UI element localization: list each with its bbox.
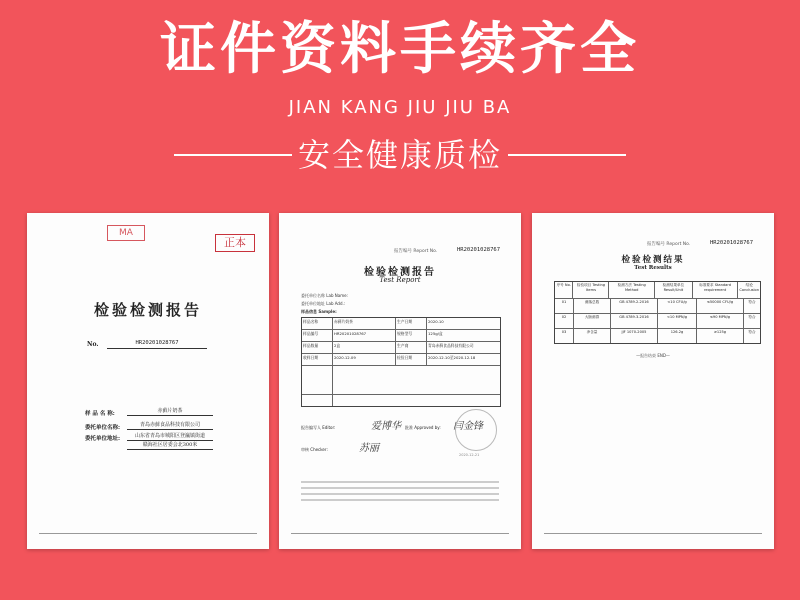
banner-title: 证件资料手续齐全: [160, 17, 640, 82]
results-title: 检验检测结果: [621, 255, 685, 265]
table-header-cell: 检测方法 Testing Method: [609, 282, 655, 298]
table-cell: 检验日期: [396, 354, 427, 365]
sample-name-value: 赤藓片奶茶: [127, 407, 213, 416]
table-row: [302, 354, 500, 366]
table-cell: ≤50000 CFU/g: [697, 299, 744, 313]
table-cell: 菌落总数: [574, 299, 611, 313]
test-report-page: [279, 213, 521, 549]
table-cell: 01: [555, 299, 574, 313]
table-cell: GB 4789.2-2016: [611, 299, 658, 313]
cover-title: 检验检测报告: [93, 301, 202, 319]
report-end-note: —报告结束 END—: [636, 353, 670, 358]
checker-label: 审核 Checker:: [301, 447, 328, 452]
table-cell: <10 MPN/g: [658, 314, 697, 328]
table-cell: 生产商: [396, 342, 427, 353]
ma-logo: MA: [107, 225, 145, 241]
table-cell: [302, 395, 333, 406]
table-row-remarks: [302, 395, 500, 406]
banner-subtitle: JIAN KANG JIU JIU BA: [288, 97, 512, 118]
table-cell: 样品名称: [302, 318, 333, 329]
table-cell: 符合: [748, 300, 756, 304]
tagline-row: [0, 135, 800, 175]
table-cell: 大肠菌群: [574, 314, 611, 328]
table-row: [555, 299, 760, 314]
table-cell: 收样日期: [302, 354, 333, 365]
lab-address-label: 委托单位地址 Lab Add.:: [301, 301, 346, 306]
tagline: 安全健康质检: [297, 136, 502, 174]
note-line: [301, 487, 499, 489]
footer-rule: [544, 533, 762, 534]
client-name-label: 委托单位名称:: [85, 425, 121, 431]
table-cell: 02: [555, 314, 574, 328]
client-address-value: 山东省青岛市城阳区登瀛镇街道: [127, 432, 213, 441]
report-cover-page: [27, 213, 269, 549]
checker-signature: 苏丽: [359, 443, 379, 454]
lab-name-label: 委托单位名称 Lab Name:: [301, 293, 348, 298]
table-header-cell: 检验项目 Testing Items: [573, 282, 609, 298]
table-cell: 样品编号: [302, 330, 333, 341]
table-cell: 生产日期: [396, 318, 427, 329]
client-address-label: 委托单位地址:: [85, 436, 121, 442]
table-cell: 样品数量: [302, 342, 333, 353]
table-cell: 赤藓片奶茶: [333, 318, 396, 329]
table-cell: 规格型号: [396, 330, 427, 341]
report-no-label: 报告编号 Report No.: [394, 249, 438, 254]
table-cell: ≥125g: [697, 329, 744, 343]
table-header-cell: 标准要求 Standard requirement: [693, 282, 739, 298]
test-results-page: [532, 213, 774, 549]
table-header-cell: 序号 No.: [555, 282, 573, 298]
table-cell: 符合: [748, 330, 756, 334]
table-cell: 符合: [748, 315, 756, 319]
sample-info-table: [301, 317, 501, 407]
table-cell: <10 CFU/g: [658, 299, 697, 313]
editor-signature: 爱博华: [371, 421, 401, 432]
approver-label: 批准 Approved by:: [405, 425, 441, 430]
original-stamp: 正本: [215, 234, 255, 252]
table-cell: [333, 366, 500, 394]
table-header-cell: 检测结果单位 Result/Unit: [655, 282, 693, 298]
footer-rule: [291, 533, 509, 534]
table-cell: 2020.12.09: [333, 354, 396, 365]
client-name-value: 青岛赤藓食品科技有限公司: [127, 421, 213, 430]
table-cell: 2020.12.10至2020.12.18: [428, 355, 476, 360]
report-no-label: No.: [87, 341, 99, 348]
table-cell: 净含量: [574, 329, 611, 343]
table-cell: HR20201028767: [333, 330, 396, 341]
note-line: [301, 499, 499, 501]
note-line: [301, 481, 499, 483]
table-row: [302, 342, 500, 354]
sample-name-label: 样 品 名 称:: [85, 411, 115, 417]
tagline-left-rule: [174, 154, 292, 156]
table-cell: 青岛赤藓食品科技有限公司: [428, 343, 474, 348]
table-cell: [333, 395, 500, 406]
report-subtitle: Test Report: [379, 276, 421, 284]
table-row: [555, 314, 760, 329]
table-row-basis: [302, 366, 500, 395]
table-cell: 2盒: [333, 342, 396, 353]
sample-info-label: 样品信息 Sample:: [301, 309, 337, 314]
results-table: [554, 281, 761, 344]
table-cell: GB 4789.3-2016: [611, 314, 658, 328]
table-cell: [302, 366, 333, 394]
report-no-label: 报告编号 Report No.: [647, 242, 691, 247]
report-no-value: HR20201028767: [107, 339, 207, 349]
table-cell: 03: [555, 329, 574, 343]
note-line: [301, 493, 499, 495]
table-cell: 2020.10: [428, 319, 444, 324]
report-no: HR20201028767: [710, 240, 754, 246]
report-no: HR20201028767: [457, 247, 501, 253]
report-title: 检验检测报告: [364, 267, 436, 278]
table-cell: 125g/盒: [428, 331, 443, 336]
footer-rule: [39, 533, 257, 534]
table-cell: JJF 1070-2005: [611, 329, 658, 343]
table-row: [555, 329, 760, 343]
issue-date: 2020-12-21: [459, 453, 480, 457]
table-row: [302, 330, 500, 342]
tagline-right-rule: [508, 154, 626, 156]
table-row: [302, 318, 500, 330]
approver-signature: 闫金锋: [453, 421, 483, 432]
table-header-row: [555, 282, 760, 299]
table-cell: ≤90 MPN/g: [697, 314, 744, 328]
results-subtitle: Test Results: [634, 265, 672, 271]
table-cell: 126.2g: [658, 329, 697, 343]
client-address-value-2: 赣海社区居委会北300米: [127, 441, 213, 450]
editor-label: 报告编写人 Editor:: [301, 425, 336, 430]
official-seal: [455, 409, 497, 451]
table-header-cell: 结论 Conclusion: [739, 283, 760, 292]
